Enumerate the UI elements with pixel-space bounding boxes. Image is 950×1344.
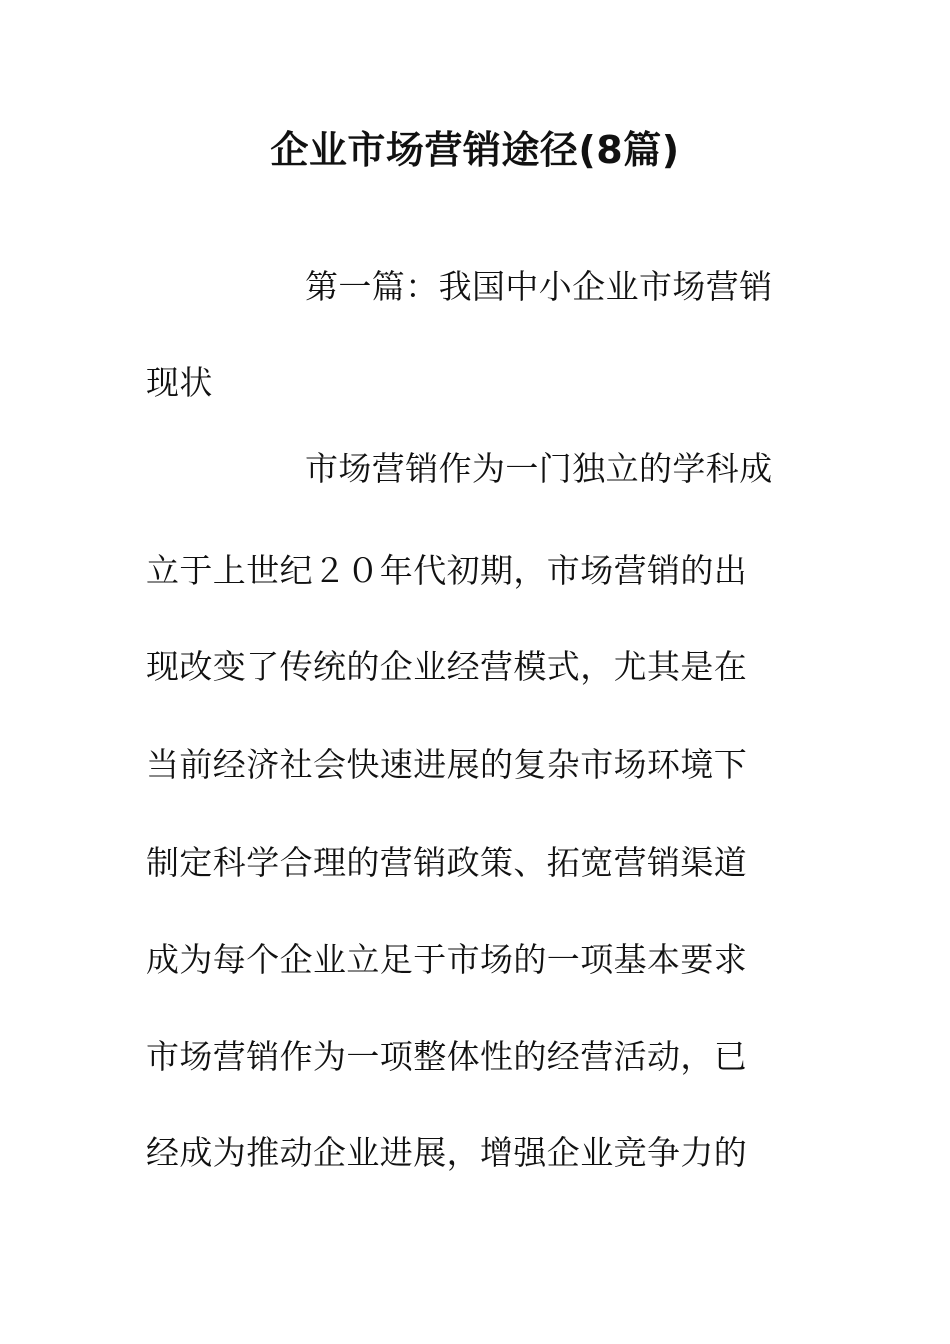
paragraph-line: 经成为推动企业进展，增强企业竞争力的 <box>146 1133 748 1172</box>
paragraph-line: 制定科学合理的营销政策、拓宽营销渠道 <box>146 843 748 882</box>
paragraph-line: 市场营销作为一门独立的学科成 <box>305 449 773 488</box>
paragraph-line: 现改变了传统的企业经营模式，尤其是在 <box>146 647 748 686</box>
paragraph-line: 成为每个企业立足于市场的一项基本要求 <box>146 940 748 979</box>
paragraph-line: 立于上世纪２０年代初期，市场营销的出 <box>146 551 748 590</box>
paragraph-line: 当前经济社会快速进展的复杂市场环境下 <box>146 745 748 784</box>
chapter-heading-line-1: 第一篇：我国中小企业市场营销 <box>305 267 773 306</box>
document-title: 企业市场营销途径(8篇) <box>270 128 680 172</box>
paragraph-line: 市场营销作为一项整体性的经营活动，已 <box>146 1037 748 1076</box>
chapter-heading-line-2: 现状 <box>146 363 213 402</box>
